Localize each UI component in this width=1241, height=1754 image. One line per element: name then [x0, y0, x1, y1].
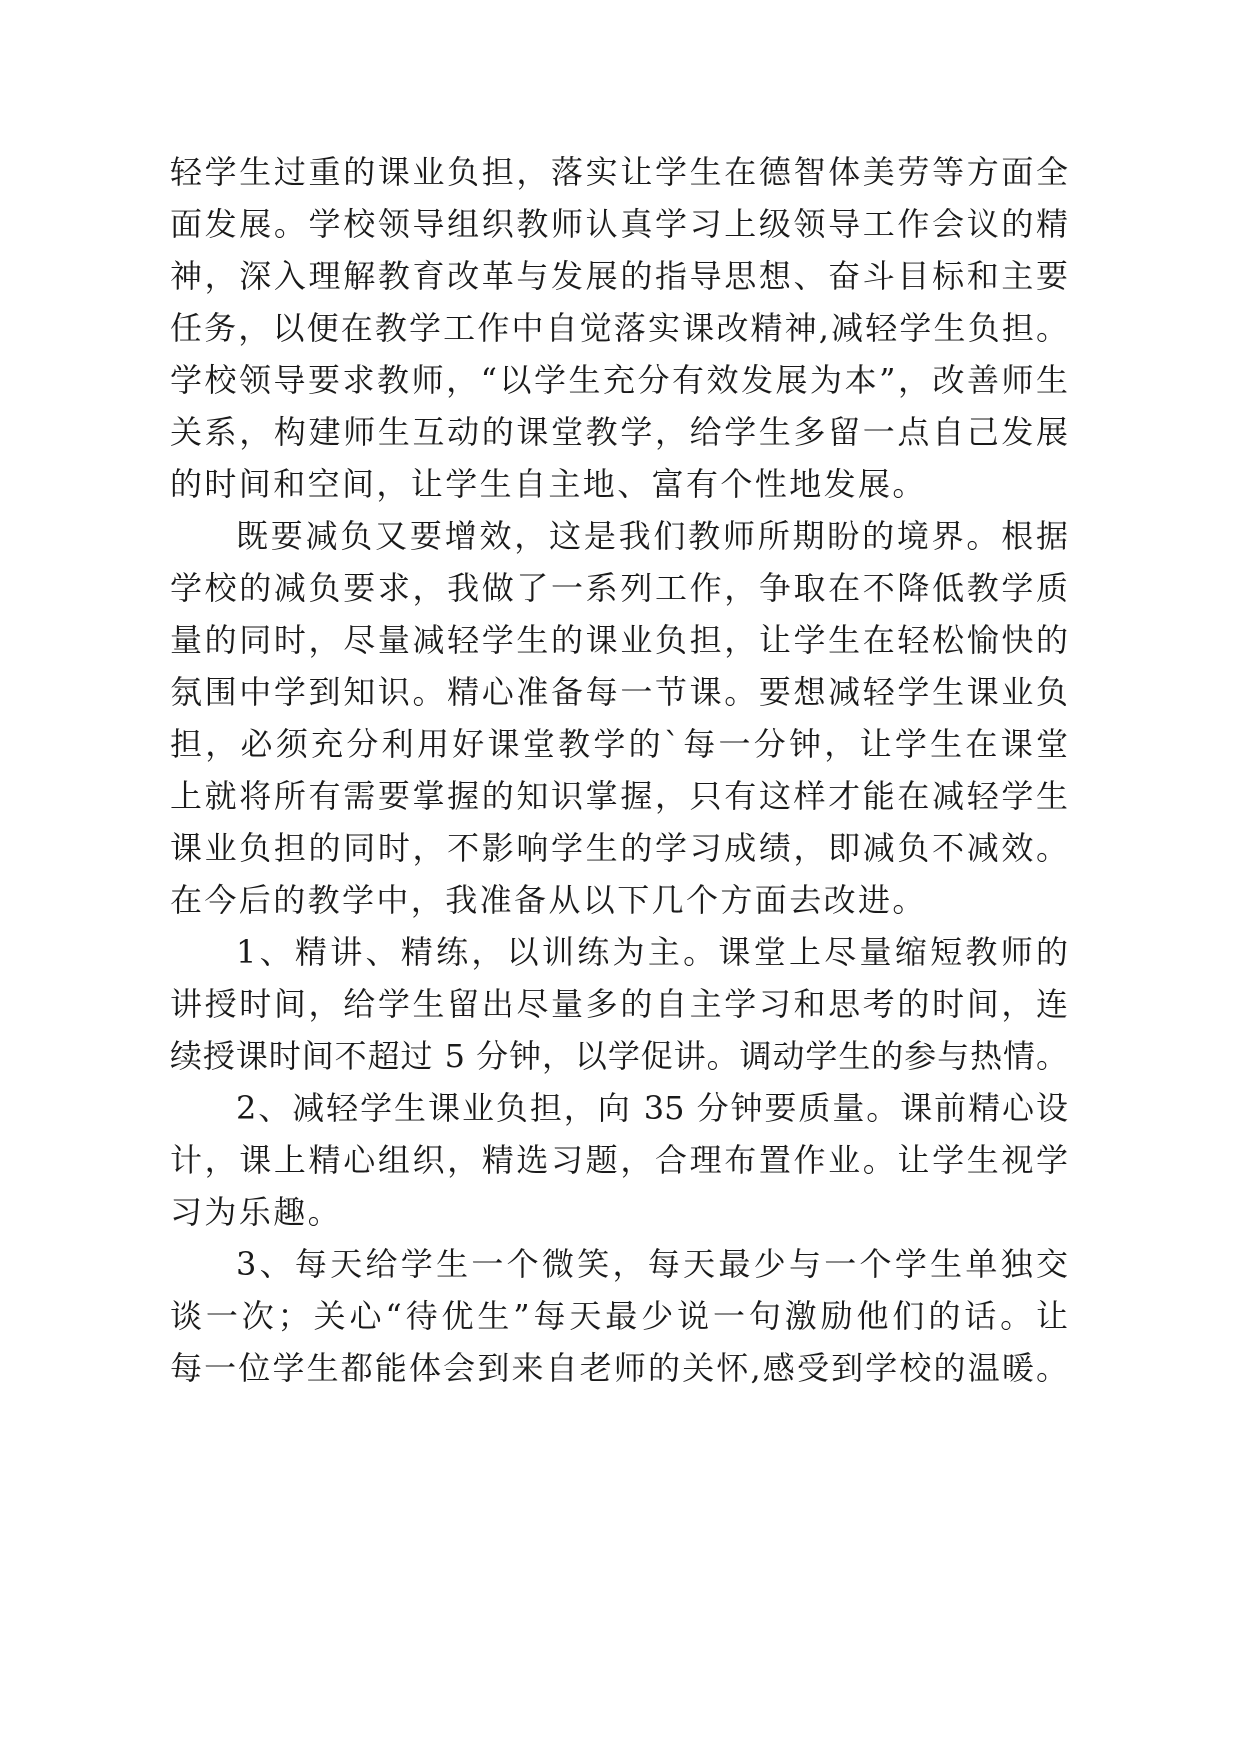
text-line: 1、精讲、精练，以训练为主。课堂上尽量缩短教师的	[236, 933, 1068, 971]
text-line: 3、每天给学生一个微笑，每天最少与一个学生单独交	[236, 1245, 1068, 1283]
text-line: 轻学生过重的课业负担，落实让学生在德智体美劳等方面全	[170, 153, 1068, 191]
text-line: 计，课上精心组织，精选习题，合理布置作业。让学生视学	[170, 1141, 1068, 1179]
text-line: 讲授时间，给学生留出尽量多的自主学习和思考的时间，连	[170, 985, 1068, 1023]
text-line: 面发展。学校领导组织教师认真学习上级领导工作会议的精	[170, 205, 1068, 243]
text-line: 上就将所有需要掌握的知识掌握，只有这样才能在减轻学生	[170, 777, 1068, 815]
text-line: 氛围中学到知识。精心准备每一节课。要想减轻学生课业负	[170, 673, 1068, 711]
paragraph	[170, 926, 1068, 1082]
paragraph	[170, 1238, 1068, 1394]
document-body	[170, 146, 1068, 1394]
paragraph	[170, 146, 1068, 510]
text-line: 每一位学生都能体会到来自老师的关怀,感受到学校的温暖。	[170, 1349, 1068, 1387]
paragraph	[170, 510, 1068, 926]
text-line: 续授课时间不超过 5 分钟，以学促讲。调动学生的参与热情。	[170, 1037, 1068, 1075]
text-line: 任务，以便在教学工作中自觉落实课改精神,减轻学生负担。	[170, 309, 1068, 347]
text-line: 2、减轻学生课业负担，向 35 分钟要质量。课前精心设	[236, 1089, 1068, 1127]
text-line: 量的同时，尽量减轻学生的课业负担，让学生在轻松愉快的	[170, 621, 1068, 659]
text-line: 学校的减负要求，我做了一系列工作，争取在不降低教学质	[170, 569, 1068, 607]
text-line: 的时间和空间，让学生自主地、富有个性地发展。	[170, 465, 927, 503]
text-line: 在今后的教学中，我准备从以下几个方面去改进。	[170, 881, 927, 919]
text-line: 习为乐趣。	[170, 1193, 343, 1231]
text-line: 学校领导要求教师，“以学生充分有效发展为本”，改善师生	[170, 361, 1068, 399]
paragraph	[170, 1082, 1068, 1238]
text-line: 既要减负又要增效，这是我们教师所期盼的境界。根据	[236, 517, 1068, 555]
text-line: 谈一次；关心“待优生”每天最少说一句激励他们的话。让	[170, 1297, 1068, 1335]
text-line: 神，深入理解教育改革与发展的指导思想、奋斗目标和主要	[170, 257, 1068, 295]
text-line: 担，必须充分利用好课堂教学的`每一分钟，让学生在课堂	[170, 725, 1068, 763]
text-line: 关系，构建师生互动的课堂教学，给学生多留一点自己发展	[170, 413, 1068, 451]
text-line: 课业负担的同时，不影响学生的学习成绩，即减负不减效。	[170, 829, 1068, 867]
